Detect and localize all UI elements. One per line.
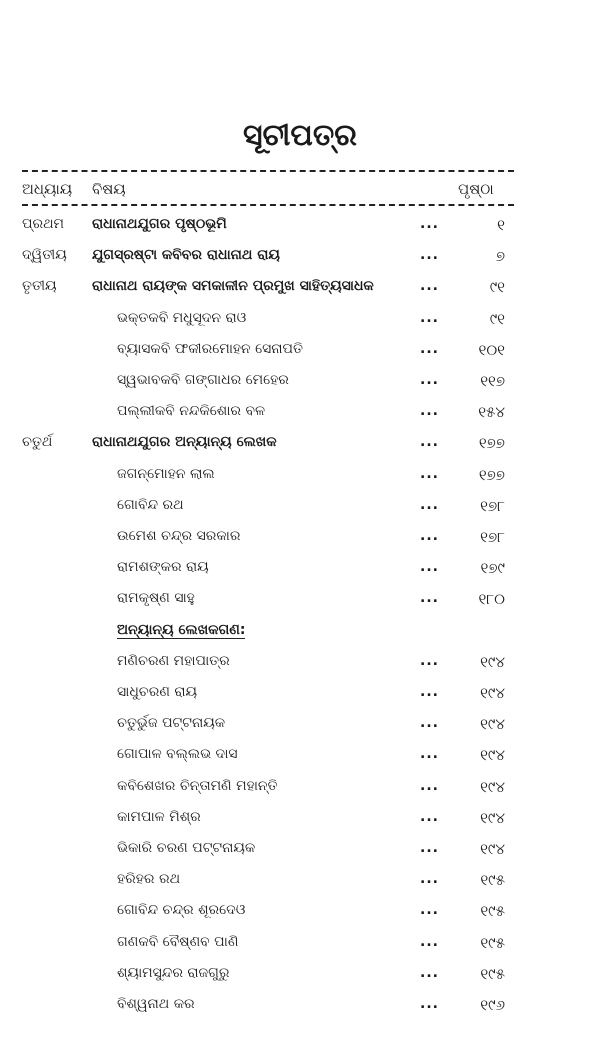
entry-page: ୧୭୮	[480, 496, 505, 515]
entry-title: କାମପାଳ ମିଶ୍ର	[117, 808, 201, 825]
entry-dots: ...	[420, 746, 439, 763]
entry-title: ବ୍ୟାସକବି ଫକୀରମୋହନ ସେନାପତି	[117, 340, 303, 357]
entry-title: ରାଧାନାଥଯୁଗର ଅନ୍ୟାନ୍ୟ ଲେଖକ	[92, 434, 277, 451]
entry-title: କବିଶେଖର ଚିନ୍ତାମଣି ମହାନ୍ତି	[117, 777, 278, 794]
entry-chapter: ଦ୍ୱିତୀୟ	[22, 247, 67, 264]
entry-page: ୧୮୦	[478, 590, 505, 609]
entry-dots: ...	[420, 590, 439, 607]
entry-title: ଚତୁର୍ଭୁଜ ପଟ୍ଟନାୟକ	[117, 715, 226, 732]
entry-dots: ...	[420, 340, 439, 357]
entry-title: ଭକ୍ତକବି ମଧୁସୂଦନ ରାଓ	[117, 309, 247, 326]
entry-page: ୧୯୪	[480, 808, 505, 827]
toc-entry	[0, 653, 600, 683]
header-chapter: ଅଧ୍ୟାୟ	[22, 180, 73, 198]
entry-title: ଗଣକବି ବୈଷ୍ଣବ ପାଣି	[117, 933, 239, 950]
entry-title: ମଣିଚରଣ ମହାପାତ୍ର	[117, 652, 230, 669]
entry-title: ଗୋବିନ୍ଦ ଚନ୍ଦ୍ର ଶୂରଦେଓ	[117, 902, 246, 919]
toc-entry	[0, 372, 600, 402]
toc-entry	[0, 434, 600, 464]
entry-page: ୧୭୭	[478, 465, 505, 484]
entry-page: ୧୯୪	[480, 777, 505, 796]
entry-page: ୯୧	[489, 309, 505, 328]
entry-dots: ...	[420, 372, 439, 388]
entry-dots: ...	[420, 309, 439, 326]
toc-entry	[0, 497, 600, 527]
entry-page: ୧୦୧	[478, 340, 505, 359]
entry-dots: ...	[420, 871, 439, 888]
entry-dots: ...	[420, 496, 439, 513]
toc-entry	[0, 809, 600, 839]
entry-page: ୧୭୮	[480, 528, 505, 546]
toc-entry	[0, 528, 600, 558]
entry-page: ୧୯୬	[480, 996, 505, 1014]
entry-title: ବିଶ୍ୱନାଥ କର	[117, 996, 195, 1012]
entry-page: ୧୯୪	[480, 746, 505, 765]
entry-page: ୧୭୯	[480, 559, 505, 578]
entry-page: ୧୯୪	[480, 840, 505, 858]
entry-dots: ...	[420, 403, 439, 420]
entry-dots: ...	[420, 216, 439, 232]
header-subject: ବିଷୟ	[92, 180, 126, 198]
entry-title: ଭିକାରି ଚରଣ ପଟ୍ଟନାୟକ	[117, 840, 256, 856]
entry-dots: ...	[420, 996, 439, 1012]
entry-page: ୧୯୫	[480, 871, 505, 890]
toc-entry	[0, 965, 600, 995]
entry-title: ରାମକୃଷ୍ଣ ସାହୁ	[117, 590, 195, 607]
entry-title: ଜଗନ୍ମୋହନ ଲାଲ	[117, 465, 215, 482]
entry-dots: ...	[420, 964, 439, 981]
entry-chapter: ତୃତୀୟ	[22, 278, 57, 295]
toc-entry	[0, 746, 600, 776]
toc-entry	[0, 403, 600, 433]
entry-dots: ...	[420, 840, 439, 856]
entry-page: ୧୭୭	[478, 434, 505, 453]
entry-dots: ...	[420, 528, 439, 544]
entry-dots: ...	[420, 715, 439, 732]
entry-page: ୯୧	[489, 278, 505, 297]
toc-entry	[0, 310, 600, 340]
header-top-rule	[22, 170, 514, 172]
entry-dots: ...	[420, 559, 439, 576]
entry-dots: ...	[420, 278, 439, 295]
entry-dots: ...	[420, 902, 439, 919]
toc-entry	[0, 840, 600, 870]
entry-page: ୧୫୪	[478, 403, 505, 422]
section-heading: ଅନ୍ୟାନ୍ୟ ଲେଖକଗଣ:	[117, 621, 246, 638]
entry-dots: ...	[420, 247, 439, 264]
entry-title: ଉମେଶ ଚନ୍ଦ୍ର ସରକାର	[117, 528, 241, 544]
entry-title: ପଲ୍ଲୀକବି ନନ୍ଦକିଶୋର ବଳ	[117, 403, 266, 420]
entry-dots: ...	[420, 465, 439, 482]
toc-entry	[0, 559, 600, 589]
toc-entry	[0, 902, 600, 932]
toc-entry	[0, 778, 600, 808]
header-page: ପୃଷ୍ଠା	[458, 180, 494, 198]
entry-dots: ...	[420, 777, 439, 794]
entry-title: ସାଧୁଚରଣ ରାୟ	[117, 684, 198, 700]
page-title: ସୂଚୀପତ୍ର	[243, 118, 357, 153]
entry-title: ସ୍ୱଭାବକବି ଗଙ୍ଗାଧର ମେହେର	[117, 372, 289, 388]
toc-entry	[0, 278, 600, 308]
toc-entry	[0, 466, 600, 496]
toc-entry	[0, 247, 600, 277]
entry-page: ୧୯୫	[480, 933, 505, 952]
entry-title: ହରିହର ରଥ	[117, 871, 181, 888]
header-bottom-rule	[22, 204, 514, 206]
toc-entry	[0, 684, 600, 714]
entry-page: ୧୯୫	[480, 902, 505, 921]
section-heading-row	[0, 622, 600, 652]
entry-dots: ...	[420, 434, 439, 451]
toc-entry	[0, 216, 600, 246]
entry-dots: ...	[420, 684, 439, 700]
toc-entry	[0, 934, 600, 964]
entry-chapter: ଚତୁର୍ଥ	[22, 434, 53, 451]
entry-page: ୧	[497, 216, 505, 234]
toc-entry	[0, 341, 600, 371]
entry-title: ରାମଶଙ୍କର ରାୟ	[117, 559, 209, 576]
toc-entry	[0, 590, 600, 620]
entry-title: ଗୋବିନ୍ଦ ରଥ	[117, 496, 184, 513]
entry-dots: ...	[420, 933, 439, 950]
entry-page: ୧୯୫	[480, 964, 505, 983]
toc-entry	[0, 871, 600, 901]
toc-entry	[0, 996, 600, 1026]
toc-entry	[0, 715, 600, 745]
entry-title: ଯୁଗସ୍ରଷ୍ଟା କବିବର ରାଧାନାଥ ରାୟ	[92, 247, 280, 264]
entry-title: ଗୋପାଳ ବଲ୍ଲଭ ଦାସ	[117, 746, 238, 763]
entry-page: ୧୧୭	[480, 372, 505, 390]
entry-page: ୧୯୪	[480, 684, 505, 702]
entry-page: ୧୯୪	[480, 652, 505, 671]
entry-dots: ...	[420, 652, 439, 669]
entry-dots: ...	[420, 808, 439, 825]
entry-title: ଶ୍ୟାମସୁନ୍ଦର ରାଜଗୁରୁ	[117, 964, 230, 981]
entry-title: ରାଧାନାଥଯୁଗର ପୃଷ୍ଠଭୂମି	[92, 216, 227, 232]
entry-page: ୧୯୪	[480, 715, 505, 734]
entry-chapter: ପ୍ରଥମ	[22, 216, 65, 232]
entry-title: ରାଧାନାଥ ରାୟଙ୍କ ସମକାଳୀନ ପ୍ରମୁଖ ସାହିତ୍ୟସାଧକ	[92, 278, 374, 295]
entry-page: ୭	[495, 247, 505, 266]
